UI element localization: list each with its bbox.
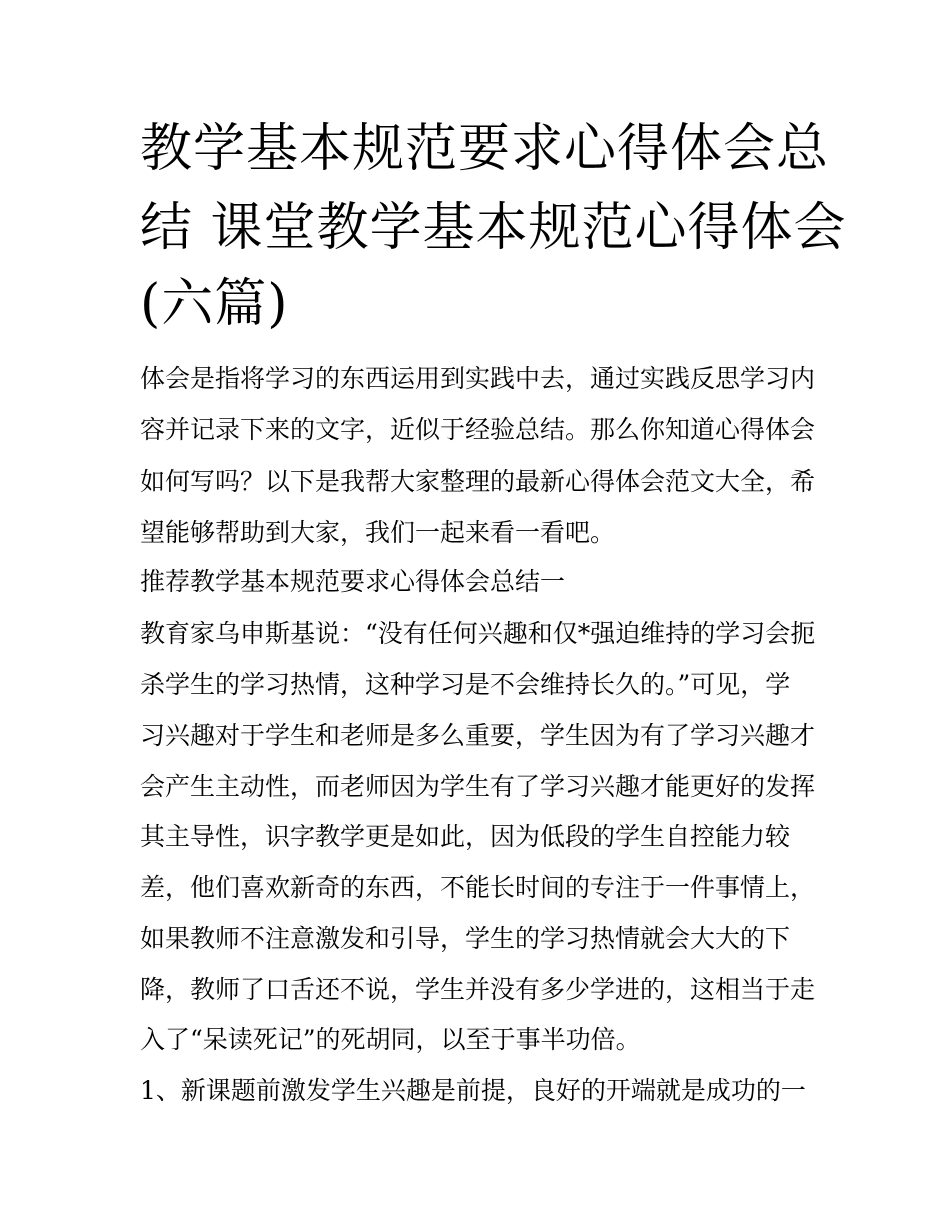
body-line-2: 杀学生的学习热情，这种学习是不会维持长久的。”可见，学 [140, 670, 791, 699]
body-line-9: 入了“呆读死记”的死胡同，以至于事半功倍。 [140, 1025, 641, 1054]
body-line-6: 差，他们喜欢新奇的东西，不能长时间的专注于一件事情上， [140, 873, 816, 902]
title-line-1: 教学基本规范要求心得体会总 [140, 119, 830, 179]
intro-line-1: 体会是指将学习的东西运用到实践中去，通过实践反思学习内 [140, 364, 816, 393]
body-line-1: 教育家乌申斯基说：“没有任何兴趣和仅*强迫维持的学习会扼 [140, 619, 816, 648]
title-line-3: (六篇) [140, 274, 289, 334]
section-heading: 推荐教学基本规范要求心得体会总结一 [140, 567, 566, 596]
intro-line-3: 如何写吗？以下是我帮大家整理的最新心得体会范文大全，希 [140, 467, 816, 496]
list-item-1: 1、新课题前激发学生兴趣是前提，良好的开端就是成功的一 [140, 1076, 806, 1105]
body-line-7: 如果教师不注意激发和引导，学生的学习热情就会大大的下 [140, 924, 791, 953]
body-line-8: 降，教师了口舌还不说，学生并没有多少学进的，这相当于走 [140, 975, 816, 1004]
intro-line-4: 望能够帮助到大家，我们一起来看一看吧。 [140, 518, 616, 547]
intro-line-2: 容并记录下来的文字，近似于经验总结。那么你知道心得体会 [140, 415, 816, 444]
title-line-2: 结 课堂教学基本规范心得体会 [140, 198, 847, 258]
body-line-5: 其主导性，识字教学更是如此，因为低段的学生自控能力较 [140, 822, 791, 851]
body-line-3: 习兴趣对于学生和老师是多么重要，学生因为有了学习兴趣才 [140, 721, 816, 750]
body-line-4: 会产生主动性，而老师因为学生有了学习兴趣才能更好的发挥 [140, 772, 816, 801]
